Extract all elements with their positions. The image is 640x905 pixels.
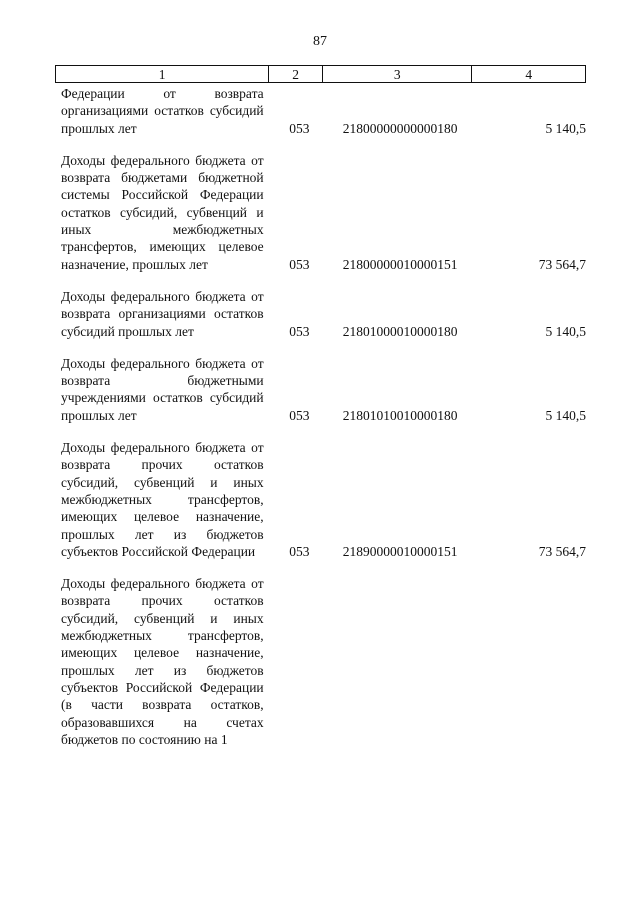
column-header-row	[55, 65, 586, 83]
table-row	[55, 85, 586, 137]
row-amount: 5 140,5	[545, 323, 586, 339]
row-description: Доходы федерального бюджета от возврата организациями остатков субсидий прошлых лет	[61, 288, 264, 339]
page-number: 87	[313, 34, 327, 49]
table-row	[55, 288, 586, 340]
column-header-1: 1	[56, 66, 269, 82]
table-row	[55, 152, 586, 273]
column-header-2: 2	[269, 66, 323, 82]
row-classification-code: 21890000010000151	[342, 543, 458, 559]
row-description: Доходы федерального бюджета от возврата бюджетными учреждениями остатков субсидий прошлых лет	[61, 355, 264, 423]
column-header-3: 3	[323, 66, 472, 82]
table-row	[55, 439, 586, 560]
row-description: Федерации от возврата организациями остатков субсидий прошлых лет	[61, 86, 264, 136]
table-row	[55, 575, 586, 748]
table-body	[55, 85, 586, 763]
row-amount: 73 564,7	[538, 256, 586, 272]
row-admin-code: 053	[289, 256, 310, 272]
row-admin-code: 053	[289, 323, 310, 339]
row-classification-code: 21800000000000180	[342, 120, 458, 136]
table-row	[55, 355, 586, 424]
column-header-4: 4	[525, 67, 533, 82]
row-description: Доходы федерального бюджета от возврата прочих остатков субсидий, субвенций и иных межбюджетных трансфертов, имеющих целевое назначение, прошлых лет из бюджетов субъектов Российской Федерации (в части возврата остатков, образовавшихся на счетах бюджетов по состоянию на 1	[61, 576, 264, 747]
row-description: Доходы федерального бюджета от возврата прочих остатков субсидий, субвенций и иных межбюджетных трансфертов, имеющих целевое назначение, прошлых лет из бюджетов субъектов Российской Федерации	[61, 440, 264, 559]
row-admin-code: 053	[289, 543, 310, 559]
row-classification-code: 21801010010000180	[342, 407, 458, 423]
row-admin-code: 053	[289, 120, 310, 136]
row-classification-code: 21801000010000180	[342, 323, 458, 339]
row-description: Доходы федерального бюджета от возврата бюджетами бюджетной системы Российской Федерации остатков субсидий, субвенций и иных межбюджетных трансфертов, имеющих целевое назначение, прошлых лет	[61, 152, 264, 272]
row-amount: 5 140,5	[545, 407, 586, 423]
row-amount: 73 564,7	[538, 543, 586, 559]
row-amount: 5 140,5	[545, 120, 586, 136]
row-admin-code: 053	[289, 407, 310, 423]
row-classification-code: 21800000010000151	[342, 256, 458, 272]
